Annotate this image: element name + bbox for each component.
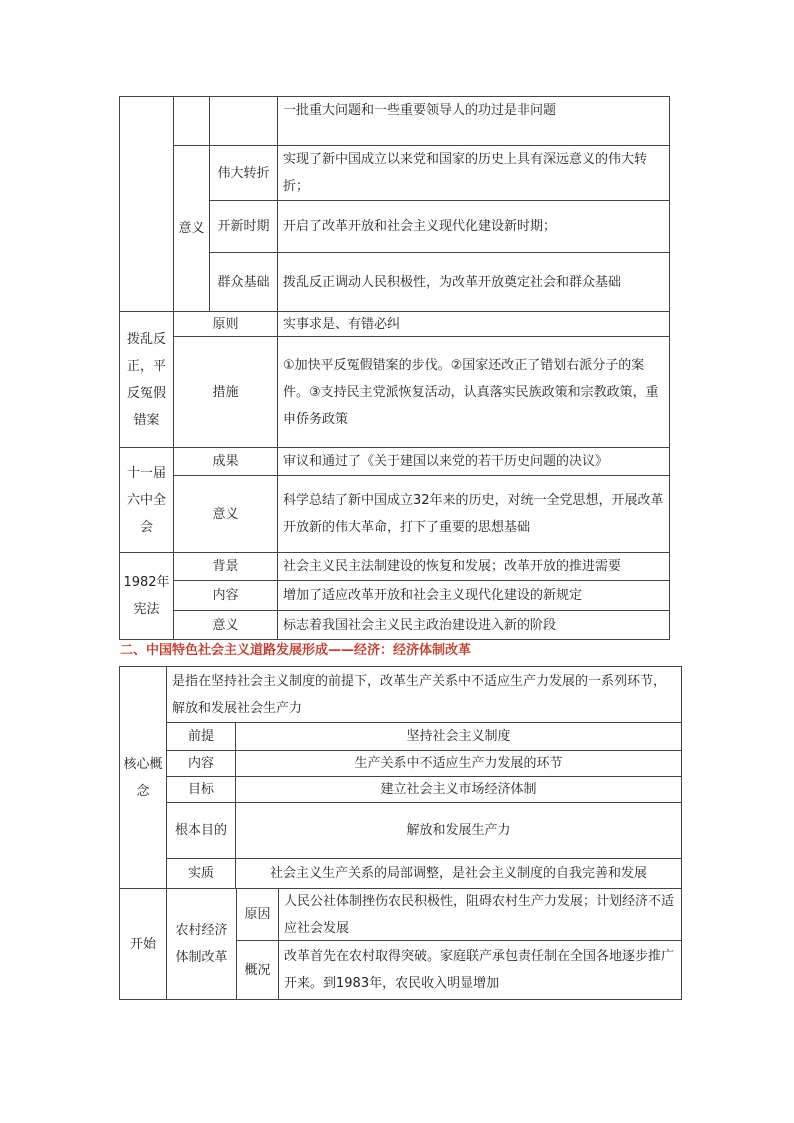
plenum-result-text: 审议和通过了《关于建国以来党的若干历史问题的决议》 — [277, 447, 670, 476]
essence-value: 社会主义生产关系的局部调整，是社会主义制度的自我完善和发展 — [235, 858, 682, 889]
great-turn-text: 实现了新中国成立以来党和国家的历史上具有深远意义的伟大转折； — [277, 145, 670, 201]
constitution-content-label: 内容 — [173, 580, 278, 611]
constitution-meaning-label: 意义 — [173, 610, 278, 640]
principle-text: 实事求是、有错必纠 — [277, 311, 670, 337]
plenum-meaning-label: 意义 — [173, 475, 278, 553]
new-era-label: 开新时期 — [209, 200, 278, 253]
plenum-label: 十一届六中全会 — [119, 447, 174, 553]
start-label: 开始 — [119, 888, 167, 1000]
significance-label: 意义 — [173, 145, 210, 312]
plenum-meaning-text: 科学总结了新中国成立32年来的历史，对统一全党思想，开展改革开放新的伟大革命，打下了重要的思想基础 — [277, 475, 670, 553]
goal-value: 建立社会主义市场经济体制 — [235, 776, 682, 803]
fundamental-purpose-label: 根本目的 — [166, 802, 236, 859]
constitution-meaning-text: 标志着我国社会主义民主政治建设进入新的阶段 — [277, 610, 670, 640]
goal-label: 目标 — [166, 776, 236, 803]
mass-basis-label: 群众基础 — [209, 252, 278, 312]
fundamental-purpose-value: 解放和发展生产力 — [235, 802, 682, 859]
boluan-label: 拨乱反正，平反冤假错案 — [119, 311, 174, 448]
premise-label: 前提 — [166, 722, 236, 751]
content-label: 内容 — [166, 750, 236, 777]
premise-value: 坚持社会主义制度 — [235, 722, 682, 751]
section-heading: 二、中国特色社会主义道路发展形成——经济：经济体制改革 — [120, 643, 472, 658]
table1-row0-text: 一批重大问题和一些重要领导人的功过是非问题 — [277, 96, 670, 146]
core-concept-label: 核心概念 — [119, 666, 167, 889]
table1-row0-col3 — [209, 96, 278, 146]
content-value: 生产关系中不适应生产力发展的环节 — [235, 750, 682, 777]
new-era-text: 开启了改革开放和社会主义现代化建设新时期； — [277, 200, 670, 253]
measures-text: ①加快平反冤假错案的步伐。②国家还改正了错划右派分子的案件。③支持民主党派恢复活动，认真落实民族政策和宗教政策，重申侨务政策 — [277, 336, 670, 448]
constitution-label: 1982年宪法 — [119, 552, 174, 640]
cause-text: 人民公社体制挫伤农民积极性，阻碍农村生产力发展；计划经济不适应社会发展 — [278, 888, 682, 941]
constitution-content-text: 增加了适应改革开放和社会主义现代化建设的新规定 — [277, 580, 670, 611]
table1-row0-col2 — [173, 96, 210, 146]
overview-text: 改革首先在农村取得突破。家庭联产承包责任制在全国各地逐步推广开来。到1983年，农民收入明显增加 — [278, 940, 682, 1000]
essence-label: 实质 — [166, 858, 236, 889]
core-definition: 是指在坚持社会主义制度的前提下，改革生产关系中不适应生产力发展的一系列环节，解放和发展社会生产力 — [166, 666, 682, 723]
mass-basis-text: 拨乱反正调动人民积极性，为改革开放奠定社会和群众基础 — [277, 252, 670, 312]
plenum-result-label: 成果 — [173, 447, 278, 476]
constitution-background-label: 背景 — [173, 552, 278, 581]
table1-left-column — [119, 96, 174, 312]
rural-reform-label: 农村经济体制改革 — [166, 888, 237, 1000]
overview-label: 概况 — [236, 940, 279, 1000]
cause-label: 原因 — [236, 888, 279, 941]
great-turn-label: 伟大转折 — [209, 145, 278, 201]
constitution-background-text: 社会主义民主法制建设的恢复和发展；改革开放的推进需要 — [277, 552, 670, 581]
measures-label: 措施 — [173, 336, 278, 448]
principle-label: 原则 — [173, 311, 278, 337]
